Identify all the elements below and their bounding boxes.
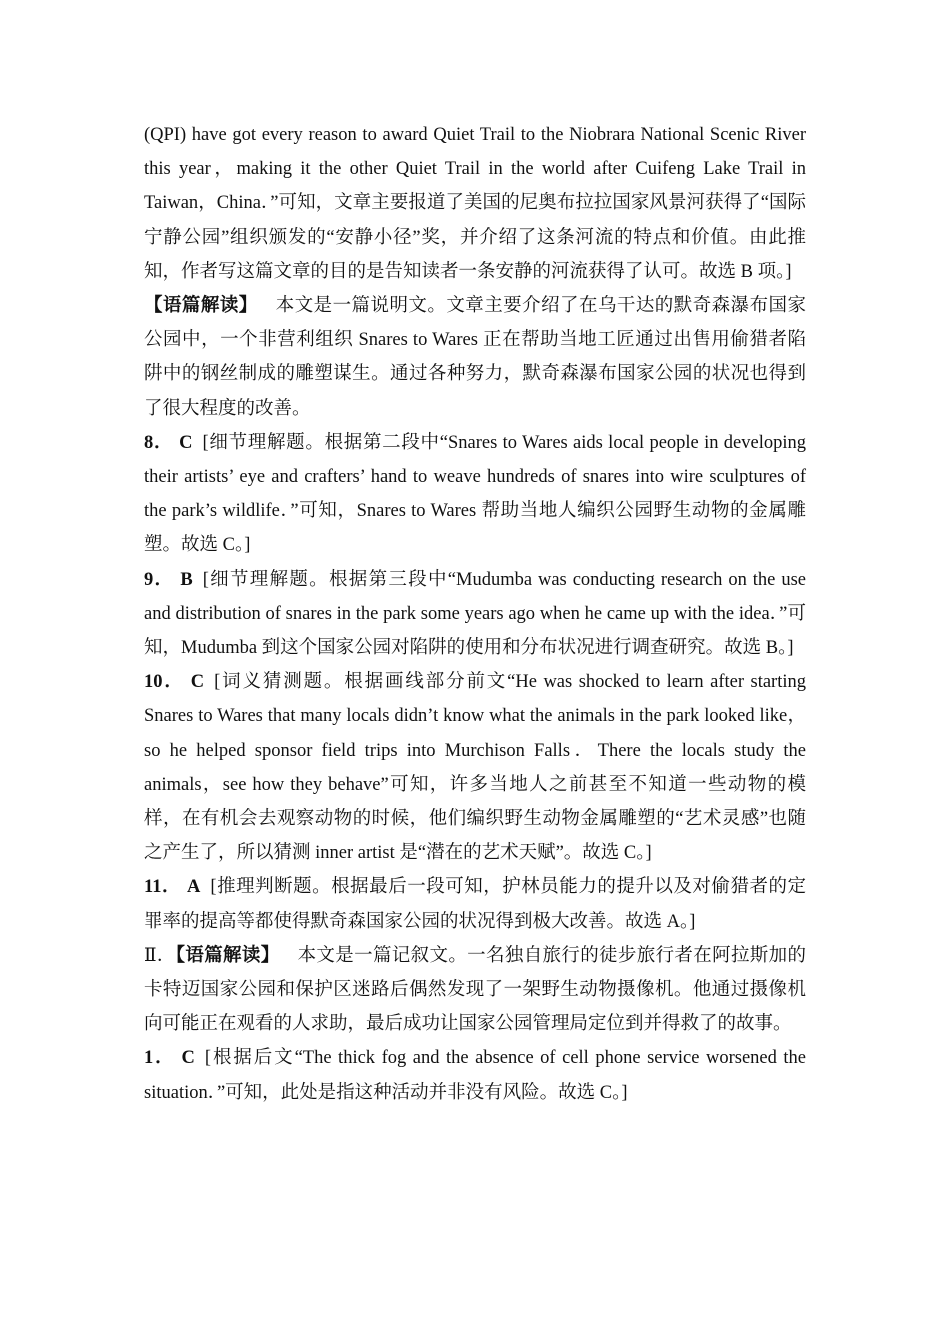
section-prefix: Ⅱ． bbox=[144, 945, 176, 966]
question-number: 9． bbox=[144, 569, 175, 590]
question-number: 10． bbox=[144, 672, 185, 693]
passage-analysis-1 bbox=[144, 289, 806, 426]
answer-explanation: [根据后文“The thick fog and the absence of cell phone service worsened the situation．”可知，此处是指这种活动并非没有风险。故选 C。] bbox=[144, 1048, 806, 1103]
answer-letter: B bbox=[180, 569, 193, 590]
passage-analysis-header: 【语篇解读】 bbox=[144, 296, 258, 317]
answer-letter: C bbox=[181, 1048, 195, 1069]
answer-explanation: [推理判断题。根据最后一段可知，护林员能力的提升以及对偷猎者的定罪率的提高等都使得默奇森国家公园的状况得到极大改善。故选 A。] bbox=[144, 877, 806, 932]
answer-item-9 bbox=[144, 563, 806, 666]
answer-item-11 bbox=[144, 870, 806, 938]
passage-analysis-body: 本文是一篇说明文。文章主要介绍了在乌干达的默奇森瀑布国家公园中，一个非营利组织 Snares to Wares 正在帮助当地工匠通过出售用偷猎者陷阱中的钢丝制成的雕塑谋生。通过各种努力，默奇森瀑布国家公园的状况也得到了很大程度的改善。 bbox=[144, 296, 806, 419]
answer-letter: C bbox=[190, 672, 205, 693]
answer-letter: A bbox=[187, 877, 201, 898]
document-page bbox=[144, 118, 806, 1110]
answer-explanation: [细节理解题。根据第三段中“Mudumba was conducting research on the use and distribution of snares in the park some years ago when he came up with the idea．”可知，Mudumba 到这个国家公园对陷阱的使用和分布状况进行调查研究。故选 B。] bbox=[144, 569, 806, 659]
question-number: 8． bbox=[144, 432, 174, 453]
answer-letter: C bbox=[179, 432, 193, 453]
question-number: 1． bbox=[144, 1048, 176, 1069]
paragraph-continuation: (QPI) have got every reason to award Quiet Trail to the Niobrara National Scenic River this year，making it the other Quiet Trail in the world after Cuifeng Lake Trail in Taiwan，China．”可知，文章主要报道了美国的尼奥布拉拉国家风景河获得了“国际宁静公园”组织颁发的“安静小径”奖，并介绍了这条河流的特点和价值。由此推知，作者写这篇文章的目的是告知读者一条安静的河流获得了认可。故选 B 项。] bbox=[144, 125, 806, 282]
answer-explanation: [词义猜测题。根据画线部分前文“He was shocked to learn after starting Snares to Wares that many locals didn’t know what the animals in the park looked like，so he helped sponsor field trips into Murchison Falls．There the locals study the animals，see how they behave”可知，许多当地人之前甚至不知道一些动物的模样，在有机会去观察动物的时候，他们编织野生动物金属雕塑的“艺术灵感”也随之产生了，所以猜测 inner artist 是“潜在的艺术天赋”。故选 C。] bbox=[144, 672, 806, 864]
passage-analysis-header: 【语篇解读】 bbox=[175, 945, 280, 966]
answer-item-8 bbox=[144, 426, 806, 563]
question-number: 11． bbox=[144, 877, 182, 898]
passage-analysis-2 bbox=[144, 939, 806, 1042]
answer-explanation: [细节理解题。根据第二段中“Snares to Wares aids local people in developing their artists’ eye and crafters’ hand to weave hundreds of snares into wire sculptures of the park’s wildlife．”可知，Snares to Wares 帮助当地人编织公园野生动物的金属雕塑。故选 C。] bbox=[144, 432, 806, 556]
passage-analysis-body: 本文是一篇记叙文。一名独自旅行的徒步旅行者在阿拉斯加的卡特迈国家公园和保护区迷路后偶然发现了一架野生动物摄像机。他通过摄像机向可能正在观看的人求助，最后成功让国家公园管理局定位到并得救了的故事。 bbox=[144, 945, 806, 1035]
answer-item-10 bbox=[144, 665, 806, 870]
answer-item-1 bbox=[144, 1041, 806, 1109]
